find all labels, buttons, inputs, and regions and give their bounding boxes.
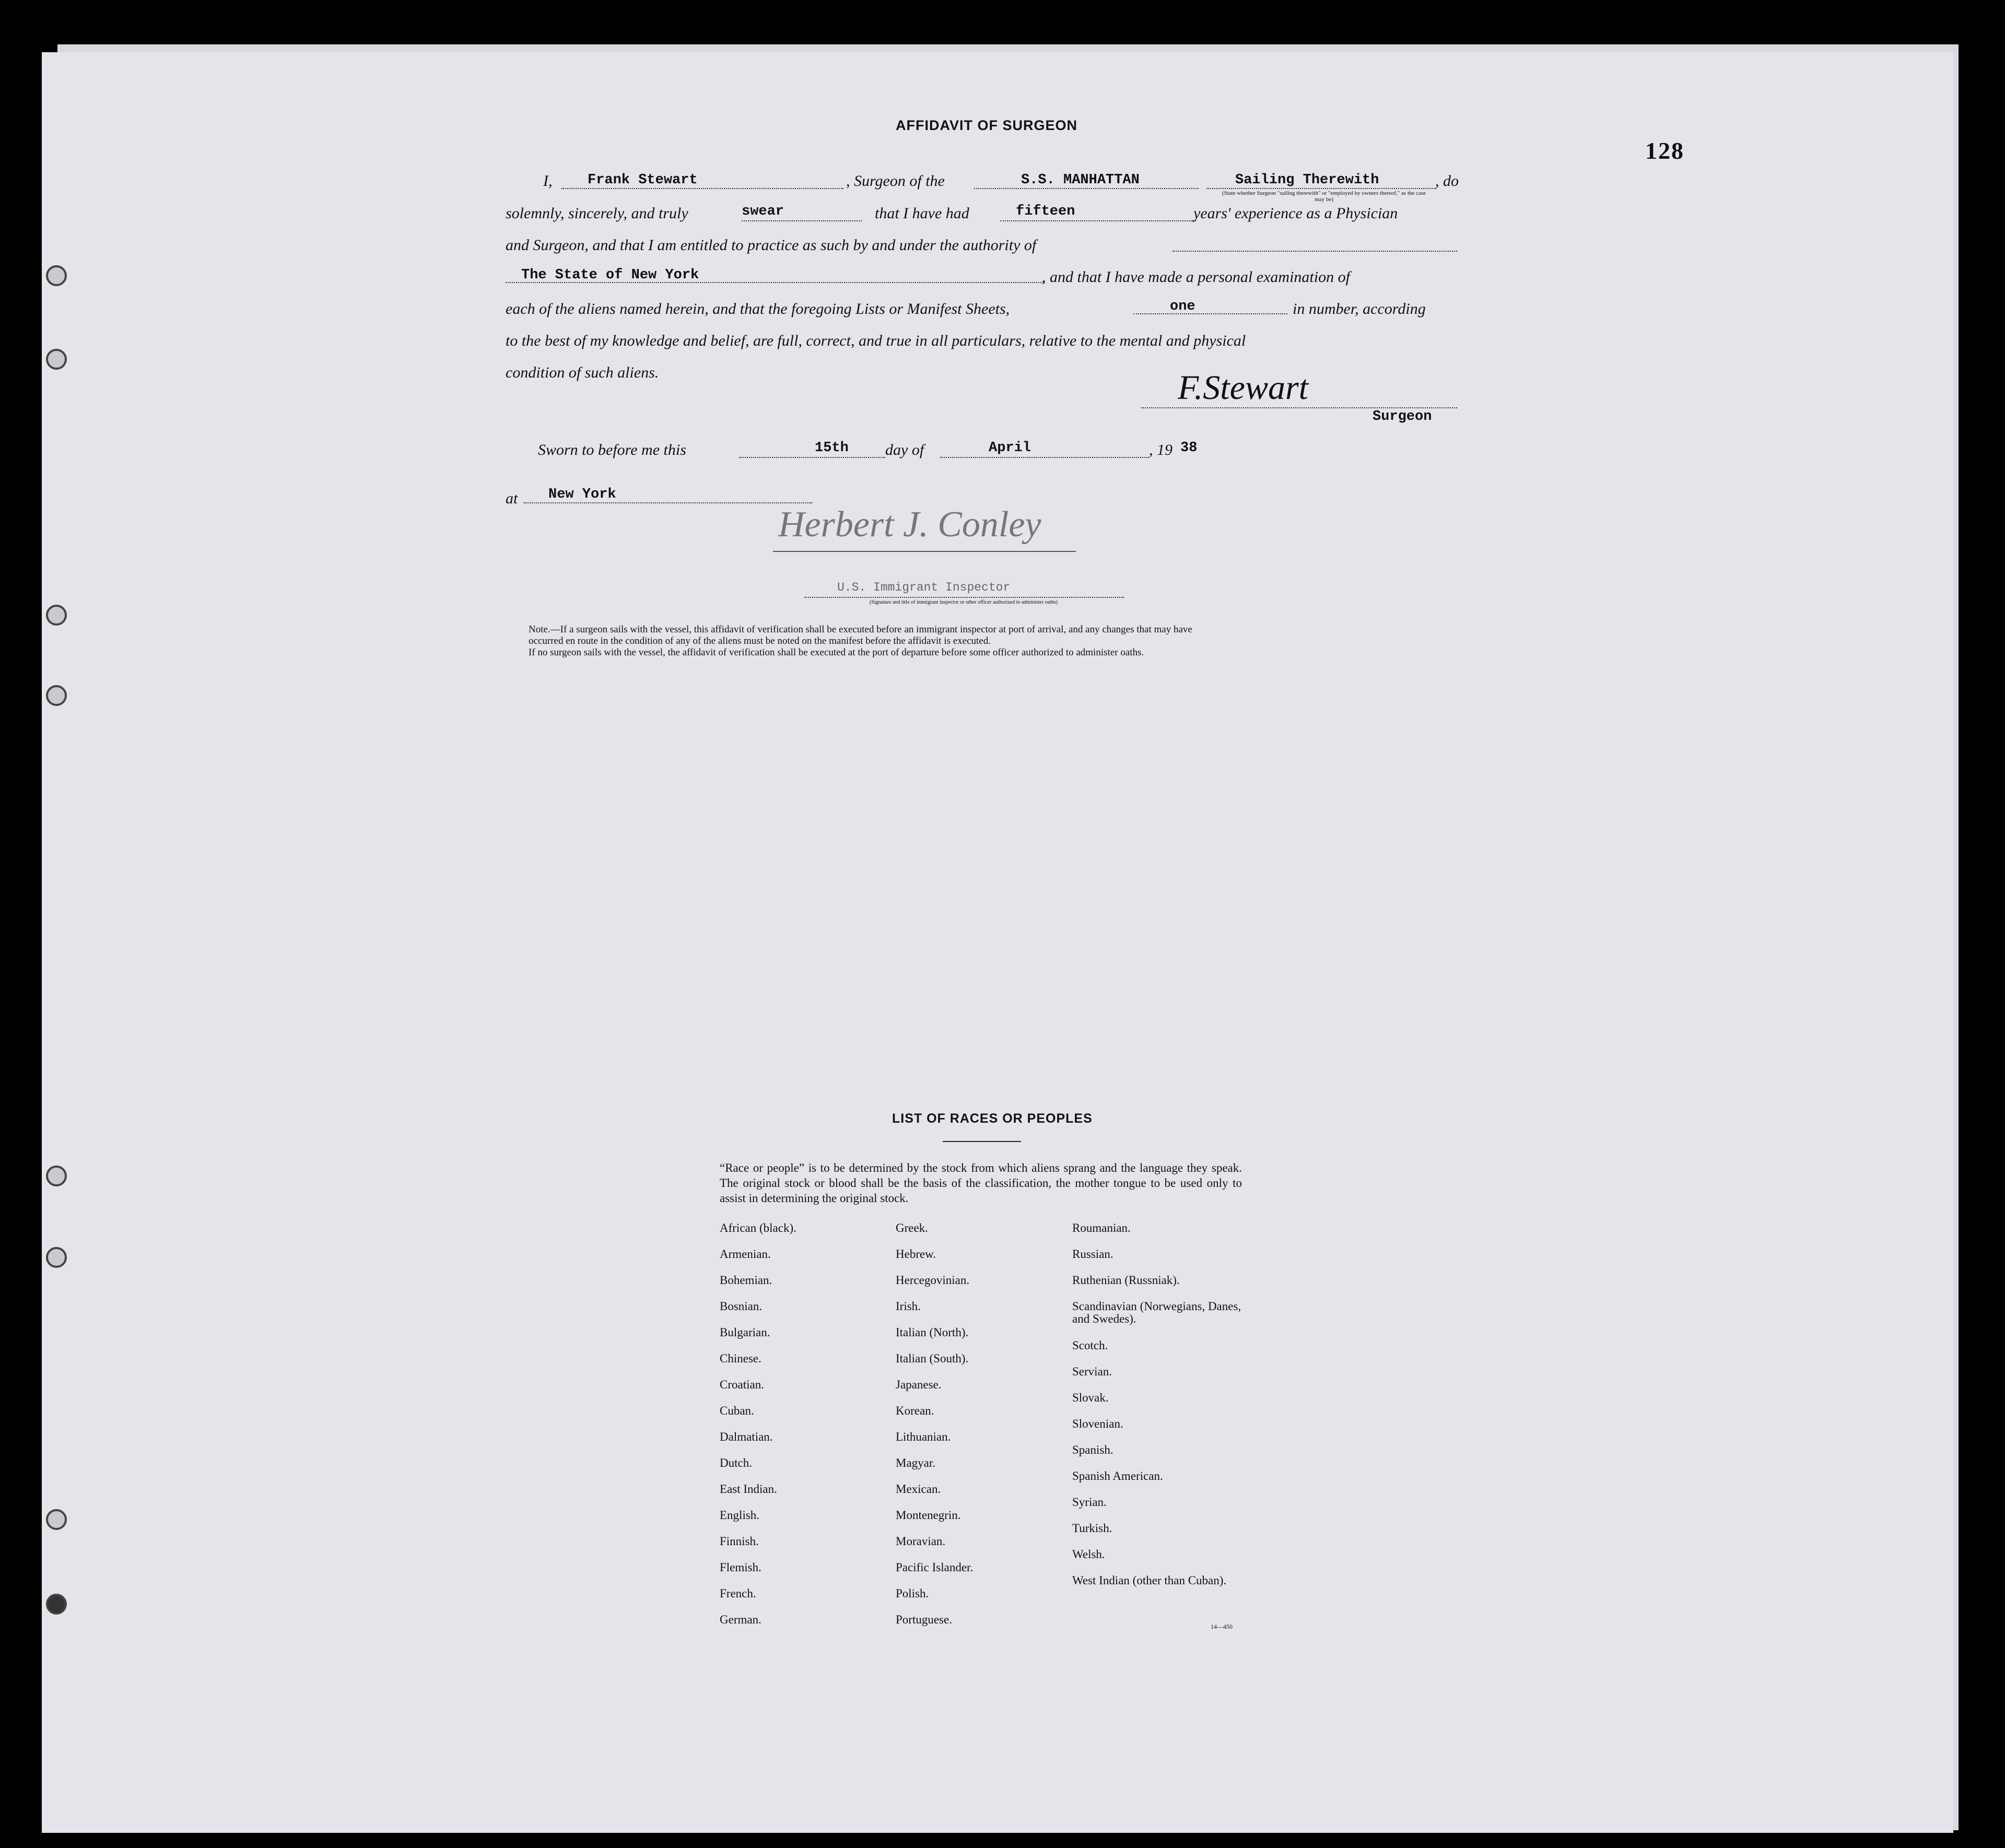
- race-item: Bulgarian.: [720, 1326, 770, 1339]
- inspector-title-line: [804, 597, 1124, 598]
- race-item: Flemish.: [720, 1561, 761, 1574]
- race-item: Finnish.: [720, 1535, 759, 1548]
- race-item: Croatian.: [720, 1378, 764, 1391]
- race-item: Korean.: [896, 1404, 934, 1417]
- day-line: [739, 457, 885, 458]
- line2-c: years' experience as a Physician: [1193, 205, 1398, 222]
- race-item: German.: [720, 1613, 761, 1626]
- race-item: Polish.: [896, 1587, 929, 1600]
- authority-value: The State of New York: [521, 267, 699, 283]
- oath-line: [742, 220, 862, 221]
- race-item: Servian.: [1072, 1365, 1112, 1378]
- line7: condition of such aliens.: [506, 364, 659, 381]
- race-item: Roumanian.: [1072, 1221, 1131, 1234]
- race-item: Lithuanian.: [896, 1430, 951, 1443]
- surgeon-name: Frank Stewart: [588, 172, 698, 188]
- line6: to the best of my knowledge and belief, are full, correct, and true in all particulars, relative to the mental and physical: [506, 332, 1246, 349]
- line1-i: I,: [543, 172, 553, 190]
- line4-b: , and that I have made a personal examination of: [1042, 268, 1350, 286]
- binder-hole-icon: [46, 685, 67, 706]
- race-item: Greek.: [896, 1221, 928, 1234]
- race-item: Mexican.: [896, 1482, 941, 1496]
- binder-hole-icon: [46, 1594, 67, 1615]
- sheets-line: [1133, 313, 1287, 314]
- sworn-month: April: [989, 440, 1031, 456]
- binder-hole-icon: [46, 1166, 67, 1186]
- races-column-1: [720, 1222, 887, 1640]
- sworn-text: Sworn to before me this: [538, 441, 686, 458]
- race-item: Dalmatian.: [720, 1430, 773, 1443]
- race-item: English.: [720, 1509, 760, 1522]
- surgeon-name-line: [561, 188, 843, 189]
- binder-hole-icon: [46, 1509, 67, 1530]
- race-item: Scandinavian (Norwegians, Danes, and Swedes).: [1072, 1300, 1241, 1325]
- race-item: African (black).: [720, 1221, 796, 1234]
- race-item: Bosnian.: [720, 1300, 763, 1313]
- inspector-caption: (Signature and title of immigrant inspector or other officer authorized to administer oaths): [869, 599, 1058, 605]
- race-item: Turkish.: [1072, 1522, 1112, 1535]
- place-value: New York: [548, 487, 616, 502]
- race-item: Spanish.: [1072, 1443, 1113, 1456]
- line2-b: that I have had: [875, 205, 969, 222]
- status-note: (State whether Surgeon "sailing therewith" or "employed by owners thereof," as the case may be): [1222, 190, 1426, 203]
- form-number: 14—450: [1211, 1623, 1233, 1630]
- surgeon-signature: F.Stewart: [1178, 369, 1308, 407]
- line5-b: in number, according: [1293, 300, 1426, 317]
- note-line-3: If no surgeon sails with the vessel, the affidavit of verification shall be executed at the port of departure before some officer authorized to administer oaths.: [529, 647, 1144, 658]
- races-intro: “Race or people” is to be determined by the stock from which aliens sprang and the language they speak. The original stock or blood shall be the basis of the classification, the mother tongue to be used only to assist in determining the original stock.: [720, 1161, 1242, 1205]
- race-item: Chinese.: [720, 1352, 761, 1365]
- line5-a: each of the aliens named herein, and that the foregoing Lists or Manifest Sheets,: [506, 300, 1010, 317]
- race-item: East Indian.: [720, 1482, 777, 1496]
- month-line: [940, 457, 1149, 458]
- race-item: Moravian.: [896, 1535, 946, 1548]
- races-title: LIST OF RACES OR PEOPLES: [892, 1111, 1093, 1126]
- line2-a: solemnly, sincerely, and truly: [506, 205, 688, 222]
- race-item: Armenian.: [720, 1247, 771, 1261]
- race-item: Italian (South).: [896, 1352, 969, 1365]
- race-item: West Indian (other than Cuban).: [1072, 1574, 1227, 1587]
- page-number: 128: [1645, 137, 1684, 164]
- place-line: [524, 502, 812, 503]
- race-item: Welsh.: [1072, 1548, 1105, 1561]
- race-item: Scotch.: [1072, 1339, 1108, 1352]
- races-title-rule: [943, 1141, 1021, 1142]
- race-item: Syrian.: [1072, 1496, 1107, 1509]
- inspector-title: U.S. Immigrant Inspector: [837, 581, 1011, 594]
- authority-line-a: [1172, 251, 1457, 252]
- surgeon-of-the-text: , Surgeon of the: [846, 172, 945, 190]
- race-item: Russian.: [1072, 1247, 1113, 1261]
- sheets-count: one: [1170, 299, 1195, 314]
- race-item: Magyar.: [896, 1456, 936, 1469]
- years-line: [1000, 220, 1196, 221]
- year-prefix: , 19: [1149, 441, 1172, 458]
- race-item: Hercegovinian.: [896, 1274, 970, 1287]
- at-text: at: [506, 490, 518, 507]
- inspector-signature-line: [773, 551, 1076, 552]
- race-item: Ruthenian (Russniak).: [1072, 1274, 1180, 1287]
- race-item: Cuban.: [720, 1404, 754, 1417]
- race-item: French.: [720, 1587, 756, 1600]
- race-item: Slovenian.: [1072, 1417, 1123, 1430]
- race-item: Irish.: [896, 1300, 921, 1313]
- years-value: fifteen: [1016, 204, 1075, 219]
- line3: and Surgeon, and that I am entitled to practice as such by and under the authority of: [506, 237, 1037, 254]
- do-text: , do: [1435, 172, 1459, 190]
- sworn-day: 15th: [815, 440, 849, 456]
- surgeon-label: Surgeon: [1373, 409, 1432, 425]
- vessel-name: S.S. MANHATTAN: [1021, 172, 1140, 188]
- race-item: Hebrew.: [896, 1247, 936, 1261]
- races-column-3: [1072, 1222, 1252, 1614]
- oath-word: swear: [742, 204, 784, 219]
- vessel-line: [974, 188, 1199, 189]
- race-item: Portuguese.: [896, 1613, 952, 1626]
- race-item: Spanish American.: [1072, 1469, 1163, 1482]
- inspector-signature: Herbert J. Conley: [778, 504, 1041, 545]
- sworn-year: 38: [1180, 440, 1198, 456]
- race-item: Slovak.: [1072, 1391, 1109, 1404]
- race-item: Pacific Islander.: [896, 1561, 974, 1574]
- race-item: Montenegrin.: [896, 1509, 961, 1522]
- race-item: Japanese.: [896, 1378, 942, 1391]
- surgeon-status: Sailing Therewith: [1235, 172, 1379, 188]
- binder-hole-icon: [46, 349, 67, 370]
- binder-hole-icon: [46, 265, 67, 286]
- binder-hole-icon: [46, 1247, 67, 1268]
- race-item: Italian (North).: [896, 1326, 969, 1339]
- surgeon-signature-line: [1141, 407, 1457, 408]
- races-column-2: [896, 1222, 1063, 1640]
- affidavit-title: AFFIDAVIT OF SURGEON: [896, 117, 1077, 133]
- race-item: Bohemian.: [720, 1274, 772, 1287]
- binder-hole-icon: [46, 605, 67, 626]
- status-line: [1206, 188, 1436, 189]
- race-item: Dutch.: [720, 1456, 752, 1469]
- note-line-2: occurred en route in the condition of any of the aliens must be noted on the manifest before the affidavit is executed.: [529, 635, 991, 646]
- day-of-text: day of: [885, 441, 924, 458]
- note-line-1: Note.—If a surgeon sails with the vessel, this affidavit of verification shall be executed before an immigrant inspector at port of arrival, and any changes that may have: [529, 624, 1192, 635]
